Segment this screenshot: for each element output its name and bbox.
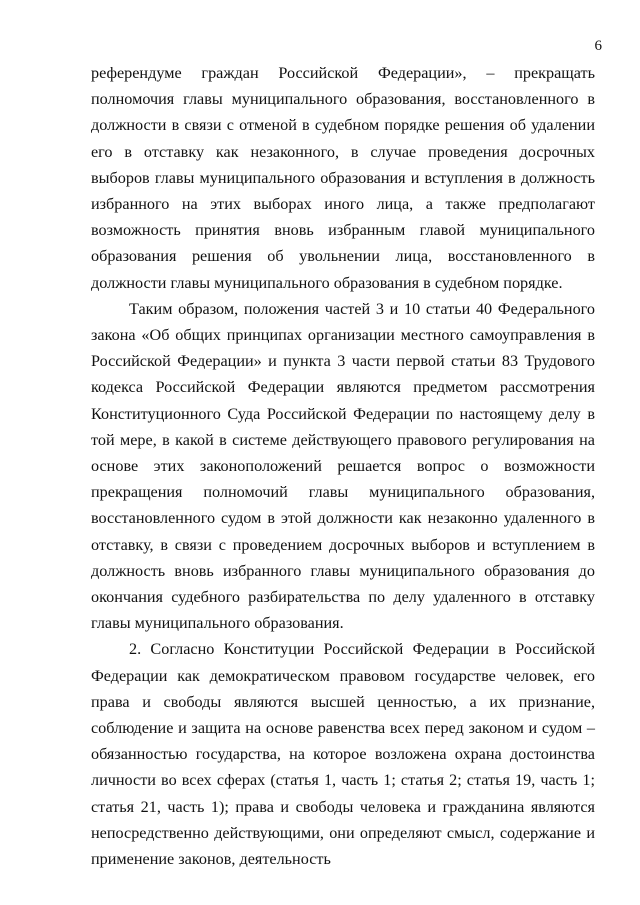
- paragraph-subject-of-review: Таким образом, положения частей 3 и 10 статьи 40 Федерального закона «Об общих принципах организации местного самоуправления в Российской Федерации» и пункта 3 части первой статьи 83 Трудового кодекса Российской Федерации являются предметом рассмотрения Конституционного Суда Российской Федерации по настоящему делу в той мере, в какой в системе действующего правового регулирования на основе этих законоположений решается вопрос о возможности прекращения полномочий главы муниципального образования, восстановленного судом в этой должности как незаконно удаленного в отставку, в связи с проведением досрочных выборов и вступлением в должность вновь избранного главы муниципального образования до окончания судебного разбирательства по делу удаленного в отставку главы муниципального образования.: [91, 299, 595, 633]
- page-number: 6: [594, 38, 602, 54]
- document-body: [91, 60, 595, 872]
- paragraph-constitutional-basis: 2. Согласно Конституции Российской Федерации в Российской Федерации как демократическом правовом государстве человек, его права и свободы являются высшей ценностью, а их признание, соблюдение и защита на основе равенства всех перед законом и судом – обязанностью государства, на которое возложена охрана достоинства личности во всех сферах (статья 1, часть 1; статья 2; статья 19, часть 1; статья 21, часть 1); права и свободы человека и гражданина являются непосредственно действующими, они определяют смысл, содержание и применение законов, деятельность: [91, 640, 595, 869]
- paragraph-continuation: референдуме граждан Российской Федерации», – прекращать полномочия главы муниципального образования, восстановленного в должности в связи с отменой в судебном порядке решения об удалении его в отставку как незаконного, в случае проведения досрочных выборов главы муниципального образования и вступления в должность избранного на этих выборах иного лица, а также предполагают возможность принятия вновь избранным главой муниципального образования решения об увольнении лица, восстановленного в должности главы муниципального образования в судебном порядке.: [91, 64, 595, 292]
